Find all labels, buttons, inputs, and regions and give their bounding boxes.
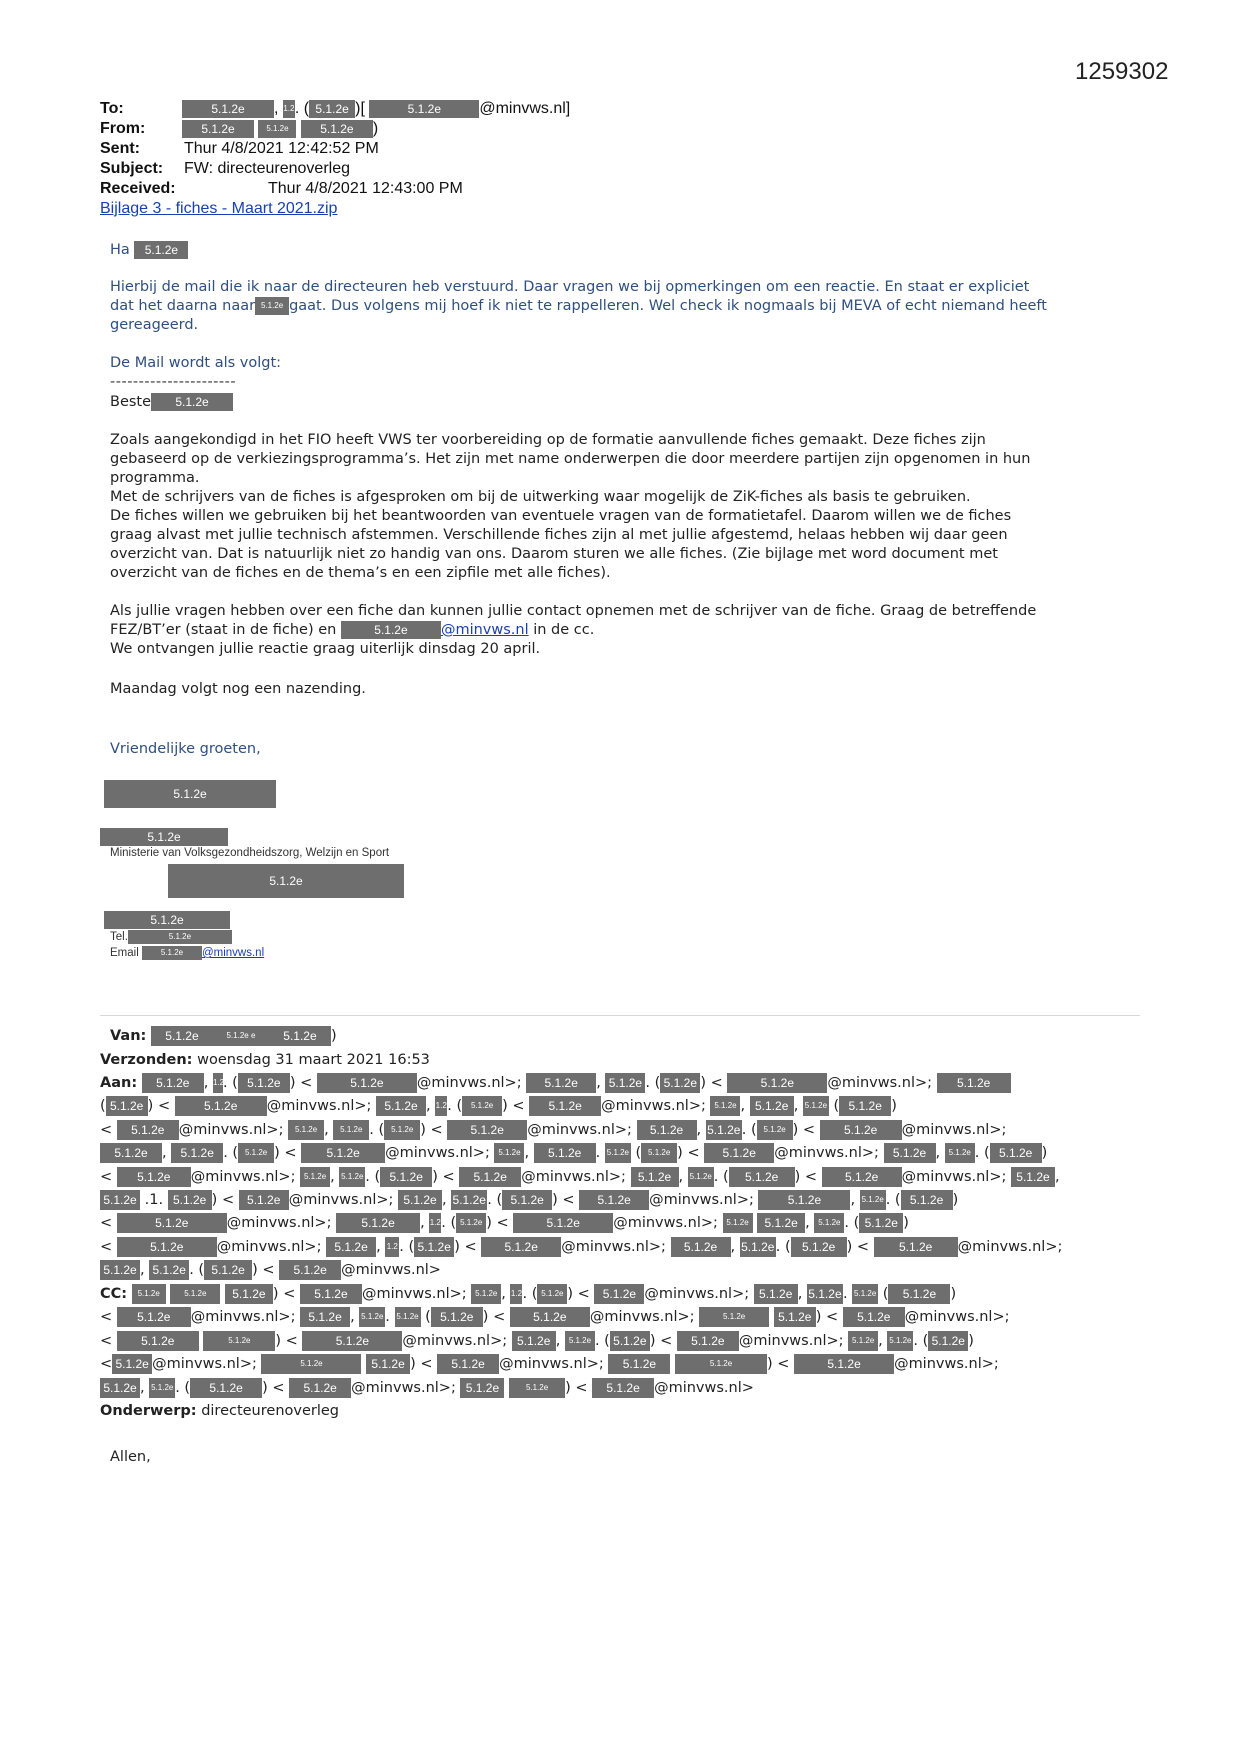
redaction: 1.2	[429, 1213, 441, 1233]
redaction: 5.1.2e	[326, 1237, 376, 1257]
redaction: 5.1.2e	[758, 1190, 850, 1210]
redaction: 5.1.2e	[688, 1167, 714, 1187]
redaction: 5.1.2e	[608, 1354, 670, 1374]
redaction: 5.1.2e	[740, 1237, 776, 1257]
redaction: 5.1.2e	[675, 1354, 767, 1374]
redaction: 5.1.2e	[839, 1096, 891, 1116]
redaction: 5.1.2e	[100, 1190, 140, 1210]
onderwerp-row: Onderwerp: directeurenoverleg	[100, 1403, 339, 1419]
redaction: 5.1.2e	[149, 1260, 189, 1280]
from-label: From:	[100, 120, 146, 137]
redaction: 5.1.2e	[106, 1096, 148, 1116]
verzonden-row: Verzonden: woensdag 31 maart 2021 16:53	[100, 1052, 430, 1068]
redaction: 5.1.2e	[168, 1190, 212, 1210]
redaction: 5.1.2e	[168, 864, 404, 898]
redaction: 5.1.2e	[359, 1307, 385, 1327]
redaction: 5.1.2e	[887, 1331, 913, 1351]
salutation: Beste 5.1.2e	[110, 393, 233, 412]
redaction: 5.1.2e	[380, 1167, 432, 1187]
redaction: 5.1.2e	[100, 1378, 140, 1398]
redaction: 5.1.2e	[859, 1213, 903, 1233]
redaction: 5.1.2e	[117, 1167, 191, 1187]
redaction: 5.1.2e	[729, 1167, 795, 1187]
redaction: 5.1.2e	[462, 1096, 502, 1116]
redaction: 5.1.2e	[937, 1073, 1011, 1093]
redaction: 5.1.2e	[637, 1120, 697, 1140]
redaction: 5.1.2e	[333, 1120, 369, 1140]
redaction: 5.1.2e	[1011, 1167, 1055, 1187]
ministry-name: Ministerie van Volksgezondheidszorg, Welzijn en Sport	[110, 847, 390, 859]
redaction: 5.1.2e	[757, 1213, 805, 1233]
redaction: 5.1.2e	[300, 1307, 350, 1327]
redaction: 5.1.2e	[151, 1026, 213, 1046]
redaction: 5.1.2e	[807, 1284, 843, 1304]
cc-block: CC: 5.1.2e 5.1.2e 5.1.2e ) < 5.1.2e @minvws.nl>; 5.1.2e , 1.2. ( 5.1.2e ) < 5.1.2e @minvws.nl>; 5.1.2e , 5.1.2e. 5.1.2e ( 5.1.2e ) < 5.1.2e @minvws.nl>; 5.1.2e , 5.1.2e . 5.1.2e ( 5.1.2e ) < 5.1.2e @minvws.nl>; 5.1.2e 5.1.2e ) < 5.1.2e @minvws.nl>; < 5.1.2e 5.1.2e ) < 5.1.2e @minvws.nl>; 5.1.2e , 5.1.2e . ( 5.1.2e ) < 5.1.2e @minvws.nl>; 5.1.2e , 5.1.2e . ( 5.1.2e ) < 5.1.2e @minvws.nl>; 5.1.2e 5.1.2e ) < 5.1.2e @minvws.nl>; 5.1.2e 5.1.2e ) < 5.1.2e @minvws.nl>; 5.1.2e , 5.1.2e . ( 5.1.2e ) < 5.1.2e @minvws.nl>; 5.1.2e 5.1.2e ) < 5.1.2e @minvws.nl>	[100, 1286, 1010, 1396]
email-row: Email 5.1.2e @minvws.nl	[110, 947, 265, 960]
intro-greeting	[110, 241, 188, 260]
redaction: 5.1.2e	[803, 1096, 829, 1116]
allen-text: Allen,	[110, 1449, 151, 1465]
redaction: 5.1.2e	[820, 1120, 902, 1140]
redaction: 5.1.2e	[341, 621, 441, 639]
email-link[interactable]: @minvws.nl	[440, 622, 529, 638]
redaction: 5.1.2e	[447, 1120, 527, 1140]
redaction: 5.1.2e	[134, 241, 188, 259]
to-label: To:	[100, 100, 124, 117]
redaction: 5.1.2e	[117, 1307, 191, 1327]
redaction: 5.1.2e	[117, 1213, 227, 1233]
redaction: 5.1.2e	[395, 1307, 421, 1327]
redaction: 5.1.2e	[460, 1378, 504, 1398]
redaction: 5.1.2e	[149, 1378, 175, 1398]
intro-line: gereageerd.	[110, 317, 199, 333]
redaction: 5.1.2e	[104, 780, 276, 808]
redaction: 5.1.2e	[774, 1307, 816, 1327]
redaction: 5.1.2e	[456, 1213, 486, 1233]
redaction: 5.1.2e e	[213, 1026, 269, 1046]
redaction: 5.1.2e	[757, 1120, 793, 1140]
greeting-text: Ha	[110, 242, 130, 258]
redaction: 5.1.2e	[874, 1237, 958, 1257]
redaction: 5.1.2e	[671, 1237, 731, 1257]
redaction: 5.1.2e	[459, 1167, 521, 1187]
redaction: 5.1.2e	[928, 1331, 968, 1351]
redaction: 5.1.2e	[723, 1213, 753, 1233]
redaction: 5.1.2e	[151, 393, 233, 411]
header-sent-row	[100, 140, 379, 158]
redaction: 5.1.2e	[534, 1143, 596, 1163]
redaction: 5.1.2e	[117, 1120, 179, 1140]
redaction: 5.1.2e	[990, 1143, 1042, 1163]
redaction: 5.1.2e	[384, 1120, 420, 1140]
redaction: 5.1.2e	[529, 1096, 601, 1116]
redaction: 5.1.2e	[641, 1143, 677, 1163]
redaction: 5.1.2e	[204, 1260, 252, 1280]
intro-line: dat het daarna naar 5.1.2e gaat. Dus volgens mij hoef ik niet te rappelleren. Wel check ik nogmaals bij MEVA of echt niemand heeft	[110, 298, 1047, 314]
redaction: 5.1.2e	[317, 1073, 417, 1093]
redaction: 5.1.2e	[594, 1284, 644, 1304]
redaction: 1.2	[213, 1073, 223, 1093]
intro-paragraph	[110, 278, 1150, 335]
dashes: ----------------------	[110, 374, 237, 390]
header-to-row: To: 5.1.2e , 1.2. ( 5.1.2e )[ 5.1.2e @minvws.nl]	[100, 100, 571, 118]
redaction: 1.2	[283, 100, 295, 118]
redaction: 5.1.2e	[605, 1143, 631, 1163]
to-domain: @minvws.nl]	[479, 100, 571, 118]
redaction: 5.1.2e	[509, 1378, 565, 1398]
redaction: 5.1.2e	[704, 1143, 774, 1163]
redaction: 5.1.2e	[592, 1378, 654, 1398]
redaction: 5.1.2e	[104, 911, 230, 929]
header-attachment-row	[100, 200, 337, 218]
redaction: 5.1.2e	[710, 1096, 740, 1116]
redaction: 5.1.2e	[512, 1331, 556, 1351]
redaction: 5.1.2e	[117, 1237, 217, 1257]
redaction: 5.1.2e	[510, 1307, 590, 1327]
redaction: 5.1.2e	[100, 828, 228, 846]
redaction: 5.1.2e	[261, 1354, 361, 1374]
redaction: 5.1.2e	[794, 1354, 894, 1374]
redaction: 5.1.2e	[481, 1237, 561, 1257]
subject-label: Subject:	[100, 160, 164, 177]
redaction: 5.1.2e	[605, 1073, 645, 1093]
subject-value: FW: directeurenoverleg	[184, 160, 350, 177]
redaction: 5.1.2e	[100, 1143, 162, 1163]
redaction: 5.1.2e	[288, 1120, 324, 1140]
closing: Vriendelijke groeten,	[110, 741, 261, 757]
redaction: 5.1.2e	[100, 1260, 140, 1280]
redaction: 5.1.2e	[336, 1213, 420, 1233]
redaction: 5.1.2e	[901, 1190, 953, 1210]
redaction: 5.1.2e	[852, 1284, 878, 1304]
sent-value: Thur 4/8/2021 12:42:52 PM	[184, 140, 379, 157]
redaction: 5.1.2e	[182, 120, 254, 138]
redaction: 5.1.2e	[513, 1213, 613, 1233]
redaction: 5.1.2e	[471, 1284, 501, 1304]
redaction: 5.1.2e	[502, 1190, 552, 1210]
redaction: 5.1.2e	[289, 1378, 351, 1398]
redaction: 5.1.2e	[339, 1167, 365, 1187]
redaction: 1.2	[385, 1237, 399, 1257]
redaction: 5.1.2e	[526, 1073, 596, 1093]
redaction: 5.1.2e	[300, 1284, 362, 1304]
redaction: 5.1.2e	[301, 120, 373, 138]
redaction: 5.1.2e	[494, 1143, 524, 1163]
redaction: 5.1.2e	[431, 1307, 483, 1327]
redaction: 5.1.2e	[660, 1073, 700, 1093]
redaction: 5.1.2e	[376, 1096, 426, 1116]
tel-row: Tel. 5.1.2e	[110, 930, 232, 944]
body-paragraph-2: Als jullie vragen hebben over een fiche dan kunnen jullie contact opnemen met de schrijver van de fiche. Graag de betreffende FEZ/BT’er (staat in de fiche) en 5.1.2e @minvws.nl in de cc. We ontvangen jullie reactie graag uiterlijk dinsdag 20 april.	[110, 603, 1037, 657]
redaction: 5.1.2e	[860, 1190, 886, 1210]
redaction: 5.1.2e	[171, 1143, 223, 1163]
redaction: 5.1.2e	[142, 1073, 204, 1093]
van-row: Van: 5.1.2e 5.1.2e e 5.1.2e )	[110, 1028, 337, 1044]
mail-intro: De Mail wordt als volgt:	[110, 355, 282, 371]
redaction: 5.1.2e	[398, 1190, 442, 1210]
redaction: 5.1.2e	[888, 1284, 950, 1304]
received-value: Thur 4/8/2021 12:43:00 PM	[268, 180, 463, 197]
redaction: 5.1.2e	[631, 1167, 679, 1187]
redaction: 5.1.2e	[369, 100, 479, 118]
redaction: 5.1.2e	[750, 1096, 794, 1116]
header-received-row	[100, 180, 463, 198]
redaction: 1.2	[435, 1096, 447, 1116]
redaction: 5.1.2e	[301, 1143, 385, 1163]
redaction: 5.1.2e	[945, 1143, 975, 1163]
redaction: 5.1.2e	[699, 1307, 769, 1327]
header-from-row: From: 5.1.2e 5.1.2e 5.1.2e )	[100, 120, 379, 138]
redaction: 5.1.2e	[309, 100, 355, 118]
intro-line: Hierbij de mail die ik naar de directeuren heb verstuurd. Daar vragen we bij opmerkingen om een reactie. En staat er expliciet	[110, 279, 1030, 295]
redaction: 5.1.2e	[677, 1331, 739, 1351]
redaction: 5.1.2e	[366, 1354, 410, 1374]
body-paragraph-3: Maandag volgt nog een nazending.	[110, 681, 366, 697]
redaction: 5.1.2e	[791, 1237, 847, 1257]
redaction: 5.1.2e	[706, 1120, 742, 1140]
redaction: 5.1.2e	[843, 1307, 905, 1327]
redaction: 5.1.2e	[727, 1073, 827, 1093]
redaction: 5.1.2e	[579, 1190, 649, 1210]
header-subject-row	[100, 160, 350, 178]
redaction: 5.1.2e	[822, 1167, 902, 1187]
redaction: 5.1.2e	[754, 1284, 798, 1304]
redaction: 5.1.2e	[258, 120, 296, 138]
redaction: 5.1.2e	[884, 1143, 936, 1163]
redaction: 5.1.2e	[848, 1331, 878, 1351]
divider	[100, 1015, 1140, 1016]
redaction: 5.1.2e	[269, 1026, 331, 1046]
sent-label: Sent:	[100, 140, 140, 157]
redaction: 5.1.2e	[238, 1073, 290, 1093]
received-label: Received:	[100, 180, 176, 197]
redaction: 5.1.2e	[203, 1331, 275, 1351]
redaction: 5.1.2e	[132, 1284, 166, 1304]
redaction: 5.1.2e	[537, 1284, 567, 1304]
redaction: 5.1.2e	[302, 1331, 402, 1351]
redaction: 5.1.2e	[239, 1190, 289, 1210]
redaction: 5.1.2e	[117, 1331, 199, 1351]
redaction: 5.1.2e	[225, 1284, 273, 1304]
redaction: 5.1.2e	[610, 1331, 650, 1351]
redaction: 5.1.2e	[142, 946, 202, 960]
redaction: 5.1.2e	[190, 1378, 262, 1398]
signature-email-link[interactable]: @minvws.nl	[201, 947, 265, 960]
redaction: 5.1.2e	[128, 930, 232, 944]
redaction: 5.1.2e	[279, 1260, 341, 1280]
document-id: 1259302	[1075, 58, 1169, 85]
body-paragraph-1: Zoals aangekondigd in het FIO heeft VWS ter voorbereiding op de formatie aanvullende fiches gemaakt. Deze fiches zijn gebaseerd op de verkiezingsprogramma’s. Het zijn met name onderwerpen die door meerdere partijen zijn opgenomen in hun programma. Met de schrijvers van de fiches is afgesproken om bij de uitwerking waar mogelijk de ZiK-fiches als basis te gebruiken. De fiches willen we gebruiken bij het beantwoorden van eventuele vragen van de formatietafel. Daarom willen we de fiches graag alvast met jullie technisch afstemmen. Verschillende fiches zijn al met jullie afgestemd, helaas hebben wij daar geen overzicht van. Dat is natuurlijk niet zo handig van ons. Daarom sturen we alle fiches. (Zie bijlage met word document met overzicht van de fiches en de thema’s en een zipfile met alle fiches).	[110, 432, 1031, 581]
redaction: 1.2	[510, 1284, 522, 1304]
redaction: 5.1.2e	[565, 1331, 595, 1351]
attachment-link[interactable]: Bijlage 3 - fiches - Maart 2021.zip	[100, 200, 338, 217]
redaction: 5.1.2e	[437, 1354, 499, 1374]
redaction: 5.1.2e	[300, 1167, 330, 1187]
redaction: 5.1.2e	[170, 1284, 220, 1304]
redaction: 5.1.2e	[112, 1354, 152, 1374]
redaction: 5.1.2e	[175, 1096, 267, 1116]
redaction: 5.1.2e	[255, 297, 289, 315]
redaction: 5.1.2e	[451, 1190, 487, 1210]
redaction: 5.1.2e	[814, 1213, 844, 1233]
redaction: 5.1.2e	[182, 100, 274, 118]
redaction: 5.1.2e	[414, 1237, 454, 1257]
aan-block: Aan: 5.1.2e , 1.2. ( 5.1.2e ) < 5.1.2e @minvws.nl>; 5.1.2e , 5.1.2e . ( 5.1.2e ) < 5.1.2e @minvws.nl>; 5.1.2e ( 5.1.2e ) < 5.1.2e @minvws.nl>; 5.1.2e , 1.2. ( 5.1.2e ) < 5.1.2e @minvws.nl>; 5.1.2e , 5.1.2e , 5.1.2e ( 5.1.2e ) < 5.1.2e @minvws.nl>; 5.1.2e , 5.1.2e . ( 5.1.2e ) < 5.1.2e @minvws.nl>; 5.1.2e , 5.1.2e. ( 5.1.2e ) < 5.1.2e @minvws.nl>; 5.1.2e , 5.1.2e . ( 5.1.2e ) < 5.1.2e @minvws.nl>; 5.1.2e , 5.1.2e . 5.1.2e ( 5.1.2e ) < 5.1.2e @minvws.nl>; 5.1.2e , 5.1.2e . ( 5.1.2e ) < 5.1.2e @minvws.nl>; 5.1.2e , 5.1.2e . ( 5.1.2e ) < 5.1.2e @minvws.nl>; 5.1.2e , 5.1.2e . ( 5.1.2e ) < 5.1.2e @minvws.nl>; 5.1.2e , 5.1.2e .1. 5.1.2e ) < 5.1.2e @minvws.nl>; 5.1.2e , 5.1.2e. ( 5.1.2e ) < 5.1.2e @minvws.nl>; 5.1.2e , 5.1.2e . ( 5.1.2e ) < 5.1.2e @minvws.nl>; 5.1.2e , 1.2. ( 5.1.2e ) < 5.1.2e @minvws.nl>; 5.1.2e 5.1.2e , 5.1.2e . ( 5.1.2e ) < 5.1.2e @minvws.nl>; 5.1.2e , 1.2. ( 5.1.2e ) < 5.1.2e @minvws.nl>; 5.1.2e , 5.1.2e. ( 5.1.2e ) < 5.1.2e @minvws.nl>; 5.1.2e , 5.1.2e . ( 5.1.2e ) < 5.1.2e @minvws.nl>	[100, 1075, 1063, 1279]
redaction: 5.1.2e	[238, 1143, 274, 1163]
